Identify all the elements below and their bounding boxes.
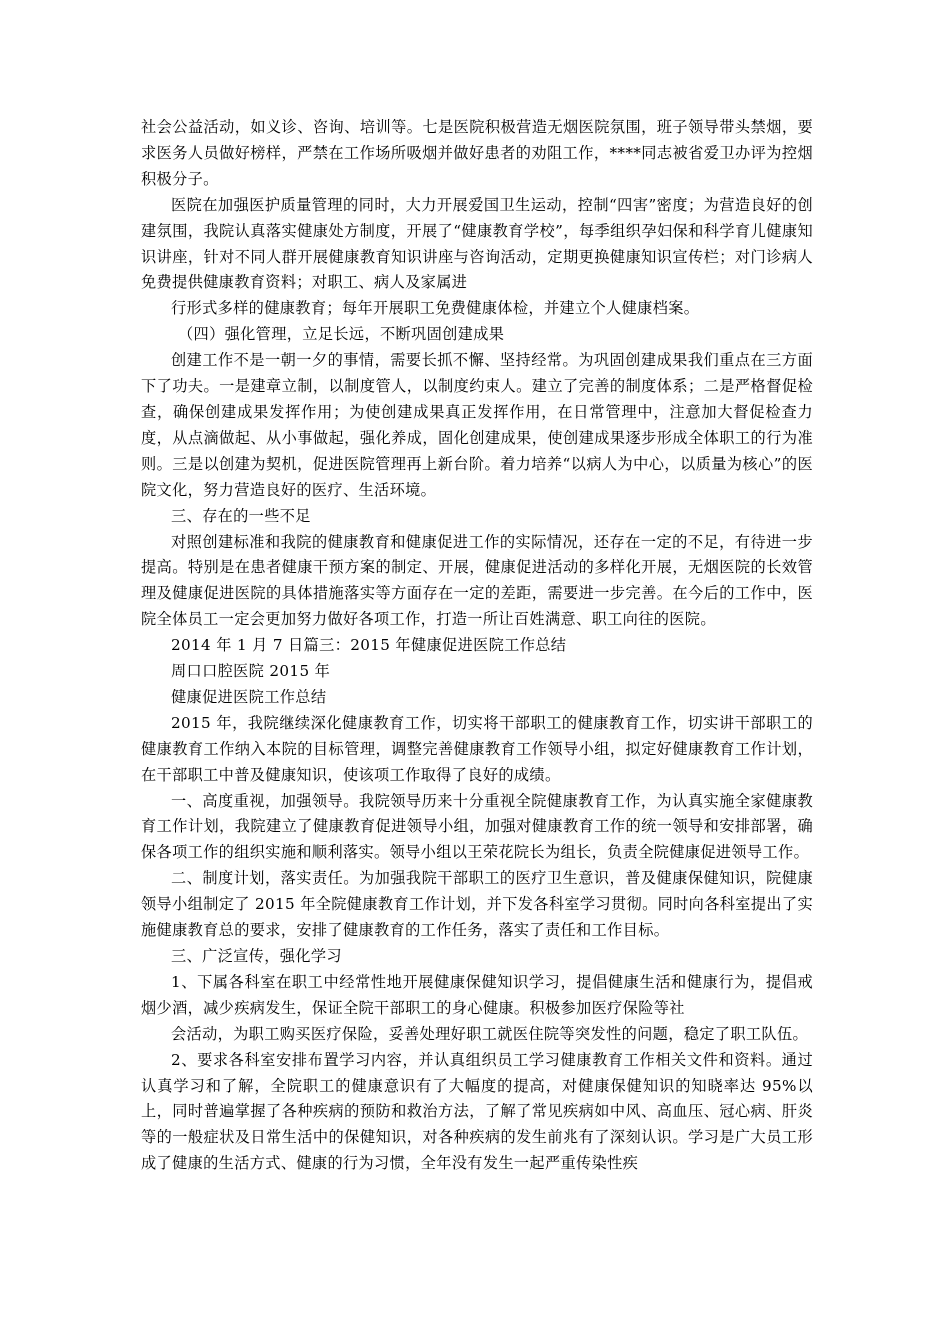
paragraph-item-one-continued: 会活动，为职工购买医疗保险，妥善处理好职工就医住院等突发性的问题，稳定了职工队伍。 [171, 1024, 809, 1043]
paragraph-item-two: 2、要求各科室安排布置学习内容，并认真组织员工学习健康教育工作相关文件和资料。通过认真学习和了解，全院职工的健康意识有了大幅度的提高，对健康保健知识的知晓率达 95%以上，同时普遍掌握了各种疾病的预防和救治方法，了解了常见疾病如中风、高血压、冠心病、肝炎等的一般症状及日常生活中的保健知识，对各种疾病的发生前兆有了深刻认识。学习是广大员工形成了健康的生活方式、健康的行为习惯，全年没有发生一起严重传染性疾 [141, 1050, 813, 1173]
paragraph-planning-responsibility: 二、制度计划，落实责任。为加强我院干部职工的医疗卫生意识，普及健康保健知识，院健康领导小组制定了 2015 年全院健康教育工作计划，并下发各科室学习贯彻。同时向各科室提出了实施健康教育总的要求，安排了健康教育的工作任务，落实了责任和工作目标。 [141, 869, 813, 940]
paragraph-health-education-forms: 行形式多样的健康教育；每年开展职工免费健康体检，并建立个人健康档案。 [171, 299, 700, 318]
hospital-name-line: 周口口腔医院 2015 年 [171, 662, 331, 681]
paragraph-consolidate-results: 创建工作不是一朝一夕的事情，需要长抓不懈、坚持经常。为巩固创建成果我们重点在三方面下了功夫。一是建章立制，以制度管人，以制度约束人。建立了完善的制度体系；二是严格督促检查，确保创建成果发挥作用；为使创建成果真正发挥作用，在日常管理中，注意加大督促检查力度，从点滴做起、从小事做起，强化养成，固化创建成果，使创建成果逐步形成全体职工的行为准则。三是以创建为契机，促进医院管理再上新台阶。着力培养“以病人为中心，以质量为核心”的医院文化，努力营造良好的医疗、生活环境。 [141, 351, 813, 499]
paragraph-patriotic-health: 医院在加强医护质量管理的同时，大力开展爱国卫生运动，控制“四害”密度；为营造良好的创建氛围，我院认真落实健康处方制度，开展了“健康教育学校”，每季组织孕妇保和科学育儿健康知识讲座，针对不同人群开展健康教育知识讲座与咨询活动，定期更换健康知识宣传栏；对门诊病人免费提供健康教育资料；对职工、病人及家属进 [141, 195, 813, 292]
paragraph-leadership: 一、高度重视，加强领导。我院领导历来十分重视全院健康教育工作，为认真实施全家健康教育工作计划，我院建立了健康教育促进领导小组，加强对健康教育工作的统一领导和安排部署，确保各项工作的组织实施和顺利落实。领导小组以王荣花院长为组长，负责全院健康促进领导工作。 [141, 791, 813, 862]
document-page [141, 115, 813, 1177]
dateline-article-three: 2014 年 1 月 7 日篇三：2015 年健康促进医院工作总结 [171, 636, 567, 655]
paragraph-public-welfare: 社会公益活动，如义诊、咨询、培训等。七是医院积极营造无烟医院氛围，班子领导带头禁烟，要求医务人员做好榜样，严禁在工作场所吸烟并做好患者的劝阻工作，****同志被省爱卫办评为控烟积极分子。 [141, 118, 813, 188]
paragraph-item-one: 1、下属各科室在职工中经常性地开展健康保健知识学习，提倡健康生活和健康行为，提倡戒烟少酒，减少疾病发生，保证全院干部职工的身心健康。积极参加医疗保险等社 [141, 972, 813, 1017]
section-heading-shortcomings: 三、存在的一些不足 [171, 506, 311, 525]
section-heading-strengthen-management: （四）强化管理，立足长远，不断巩固创建成果 [178, 325, 505, 344]
section-heading-publicity-study: 三、广泛宣传，强化学习 [171, 947, 342, 965]
paragraph-shortcomings: 对照创建标准和我院的健康教育和健康促进工作的实际情况，还存在一定的不足，有待进一步提高。特别是在患者健康干预方案的制定、开展，健康促进活动的多样化开展，无烟医院的长效管理及健康促进医院的具体措施落实等方面存在一定的差距，需要进一步完善。在今后的工作中，医院全体员工一定会更加努力做好各项工作，打造一所让百姓满意、职工向往的医院。 [141, 532, 813, 629]
report-title-line: 健康促进医院工作总结 [171, 687, 327, 706]
paragraph-2015-overview: 2015 年，我院继续深化健康教育工作，切实将干部职工的健康教育工作，切实讲干部职工的健康教育工作纳入本院的目标管理，调整完善健康教育工作领导小组，拟定好健康教育工作计划，在干部职工中普及健康知识，使该项工作取得了良好的成绩。 [141, 713, 813, 784]
